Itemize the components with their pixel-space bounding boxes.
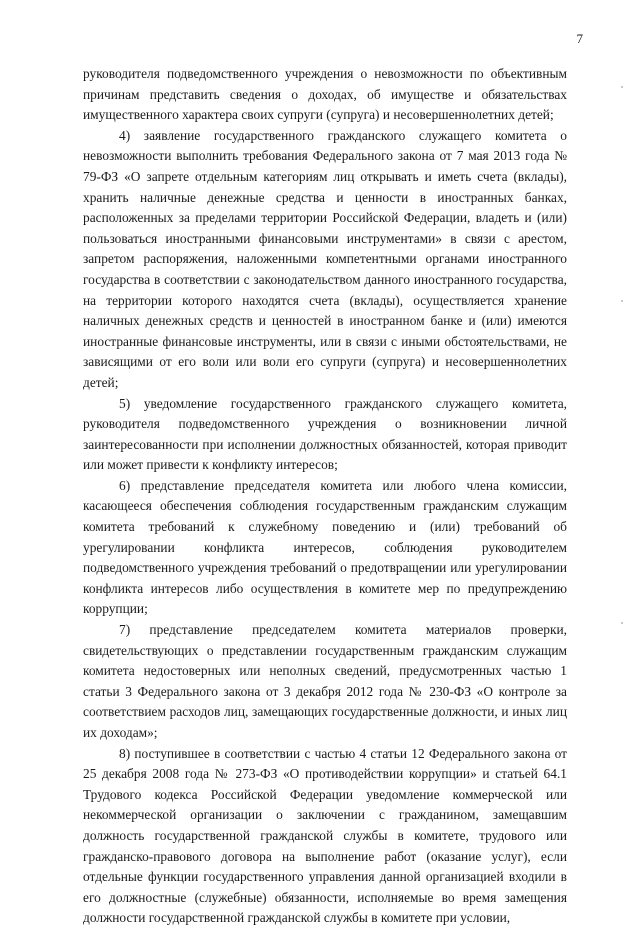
scan-margin-mark [621, 86, 623, 88]
document-body [83, 64, 567, 929]
scan-margin-mark [621, 622, 623, 624]
paragraph-item-7: 7) представление председателем комитета материалов проверки, свидетельствующих о представлении государственным гражданским служащим комитета недостоверных или неполных сведений, предусмотренных частью 1 статьи 3 Федерального закона от 3 декабря 2012 года № 230-ФЗ «О контроле за соответствием расходов лиц, замещающих государственные должности, и иных лиц их доходам»; [83, 622, 567, 740]
paragraph-item-6: 6) представление председателя комитета или любого члена комиссии, касающееся обеспечения соблюдения государственным гражданским служащим комитета требований к служебному поведению и (или) требований об урегулировании конфликта интересов, соблюдения руководителем подведомственного учреждения требований о предотвращении или урегулировании конфликта интересов либо осуществления в комитете мер по предупреждению коррупции; [83, 477, 567, 617]
page-number: 7 [576, 31, 583, 46]
scan-margin-mark [621, 300, 623, 302]
paragraph-item-4: 4) заявление государственного гражданского служащего комитета о невозможности выполнить требования Федерального закона от 7 мая 2013 года № 79-ФЗ «О запрете отдельным категориям лиц открывать и иметь счета (вклады), хранить наличные денежные средства и ценности в иностранных банках, расположенных за пределами территории Российской Федерации, владеть и (или) пользоваться иностранными финансовыми инструментами» в связи с арестом, запретом распоряжения, наложенными компетентными органами иностранного государства в соответствии с законодательством данного иностранного государства, на территории которого находятся счета (вклады), осуществляется хранение наличных денежных средств и ценностей в иностранном банке и (или) имеются иностранные финансовые инструменты, или в связи с иными обстоятельствами, не зависящими от его воли или воли его супруги (супруга) и несовершеннолетних детей; [83, 127, 567, 390]
paragraph-item-8: 8) поступившее в соответствии с частью 4 статьи 12 Федерального закона от 25 декабря 2008 года № 273-ФЗ «О противодействии коррупции» и статьей 64.1 Трудового кодекса Российской Федерации уведомление коммерческой или некоммерческой организации о заключении с гражданином, замещавшим должность государственной гражданской службы в комитете, трудового или гражданско-правового договора на выполнение работ (оказание услуг), если отдельные функции государственного управления данной организацией входили в его должностные (служебные) обязанности, исполняемые во время замещения должности государственной гражданской службы в комитете при условии, [83, 745, 567, 926]
paragraph-item-5: 5) уведомление государственного гражданского служащего комитета, руководителя подведомственного учреждения о возникновении личной заинтересованности при исполнении должностных обязанностей, которая приводит или может привести к конфликту интересов; [83, 395, 567, 473]
paragraph-continuation: руководителя подведомственного учреждения о невозможности по объективным причинам представить сведения о доходах, об имуществе и обязательствах имущественного характера своих супруги (супруга) и несовершеннолетних детей; [83, 66, 567, 123]
